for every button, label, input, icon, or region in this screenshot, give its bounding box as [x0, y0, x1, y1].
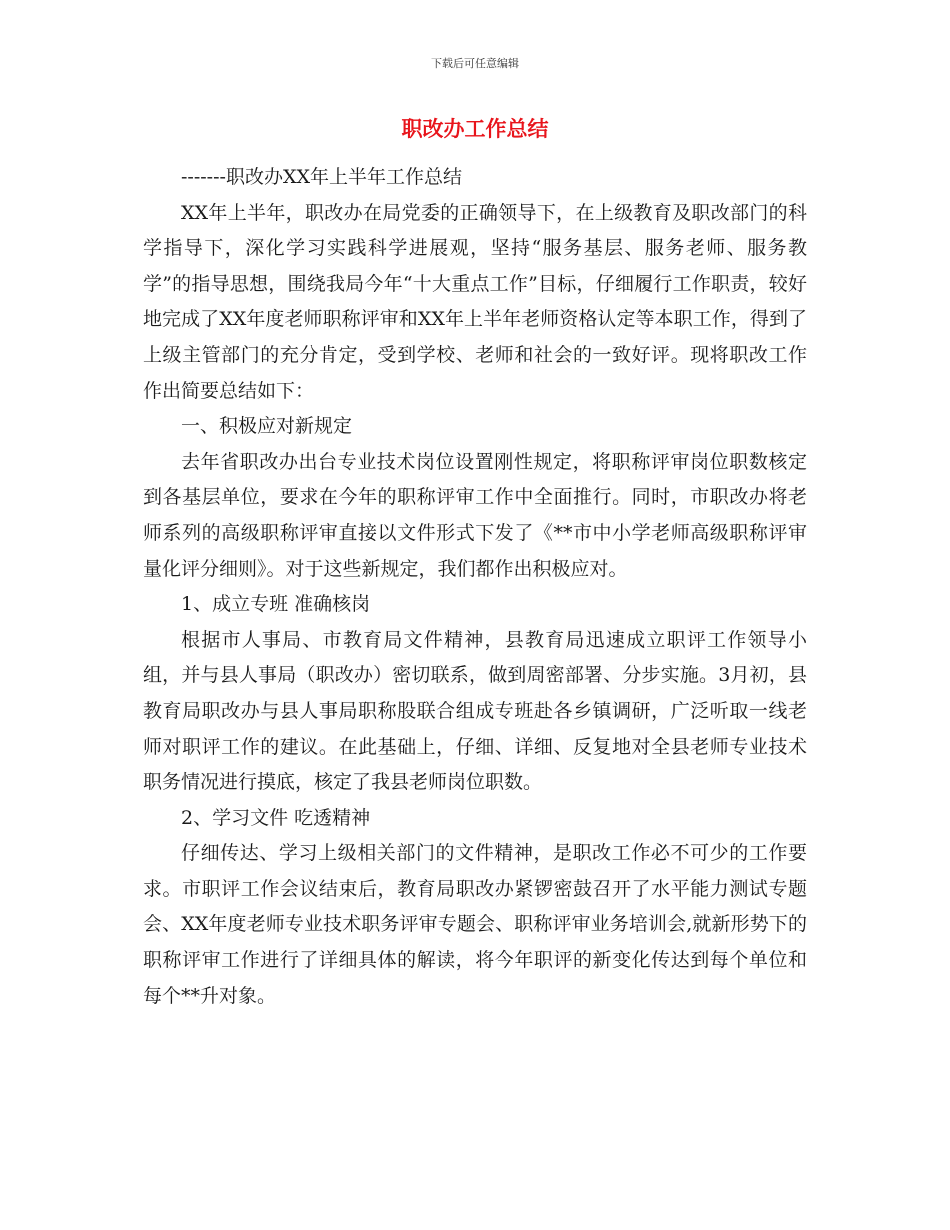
intro-paragraph: XX年上半年，职改办在局党委的正确领导下，在上级教育及职改部门的科学指导下，深化学习实践科学进展观，坚持“服务基层、服务老师、服务教学”的指导思想，围绕我局今年“十大重点工作”目标，仔细履行工作职责，较好地完成了XX年度老师职称评审和XX年上半年老师资格认定等本职工作，得到了上级主管部门的充分肯定，受到学校、老师和社会的一致好评。现将职改工作作出简要总结如下： — [143, 201, 807, 402]
document-title: 职改办工作总结 — [401, 117, 549, 141]
subsection-2-paragraph: 仔细传达、学习上级相关部门的文件精神，是职改工作必不可少的工作要求。市职评工作会议结束后，教育局职改办紧锣密鼓召开了水平能力测试专题会、XX年度老师专业技术职务评审专题会、职称评审业务培训会,就新形势下的职称评审工作进行了详细具体的解读，将今年职评的新变化传达到每个单位和每个**升对象。 — [143, 842, 807, 1007]
subsection-heading-1: 1、成立专班 准确核岗 — [181, 593, 371, 616]
subtitle-line: -------职改办XX年上半年工作总结 — [181, 166, 462, 188]
section-heading-1: 一、积极应对新规定 — [181, 415, 353, 438]
document-body — [143, 160, 807, 1014]
subsection-heading-2: 2、学习文件 吃透精神 — [181, 806, 371, 829]
header-note: 下载后可任意编辑 — [431, 57, 519, 70]
section-1-paragraph: 去年省职改办出台专业技术岗位设置刚性规定，将职称评审岗位职数核定到各基层单位，要求在今年的职称评审工作中全面推行。同时，市职改办将老师系列的高级职称评审直接以文件形式下发了《**市中小学老师高级职称评审量化评分细则》。对于这些新规定，我们都作出积极应对。 — [143, 450, 807, 580]
subsection-1-paragraph: 根据市人事局、市教育局文件精神，县教育局迅速成立职评工作领导小组，并与县人事局（职改办）密切联系，做到周密部署、分步实施。3月初，县教育局职改办与县人事局职称股联合组成专班赴各乡镇调研，广泛听取一线老师对职评工作的建议。在此基础上，仔细、详细、反复地对全县老师专业技术职务情况进行摸底，核定了我县老师岗位职数。 — [143, 628, 807, 794]
